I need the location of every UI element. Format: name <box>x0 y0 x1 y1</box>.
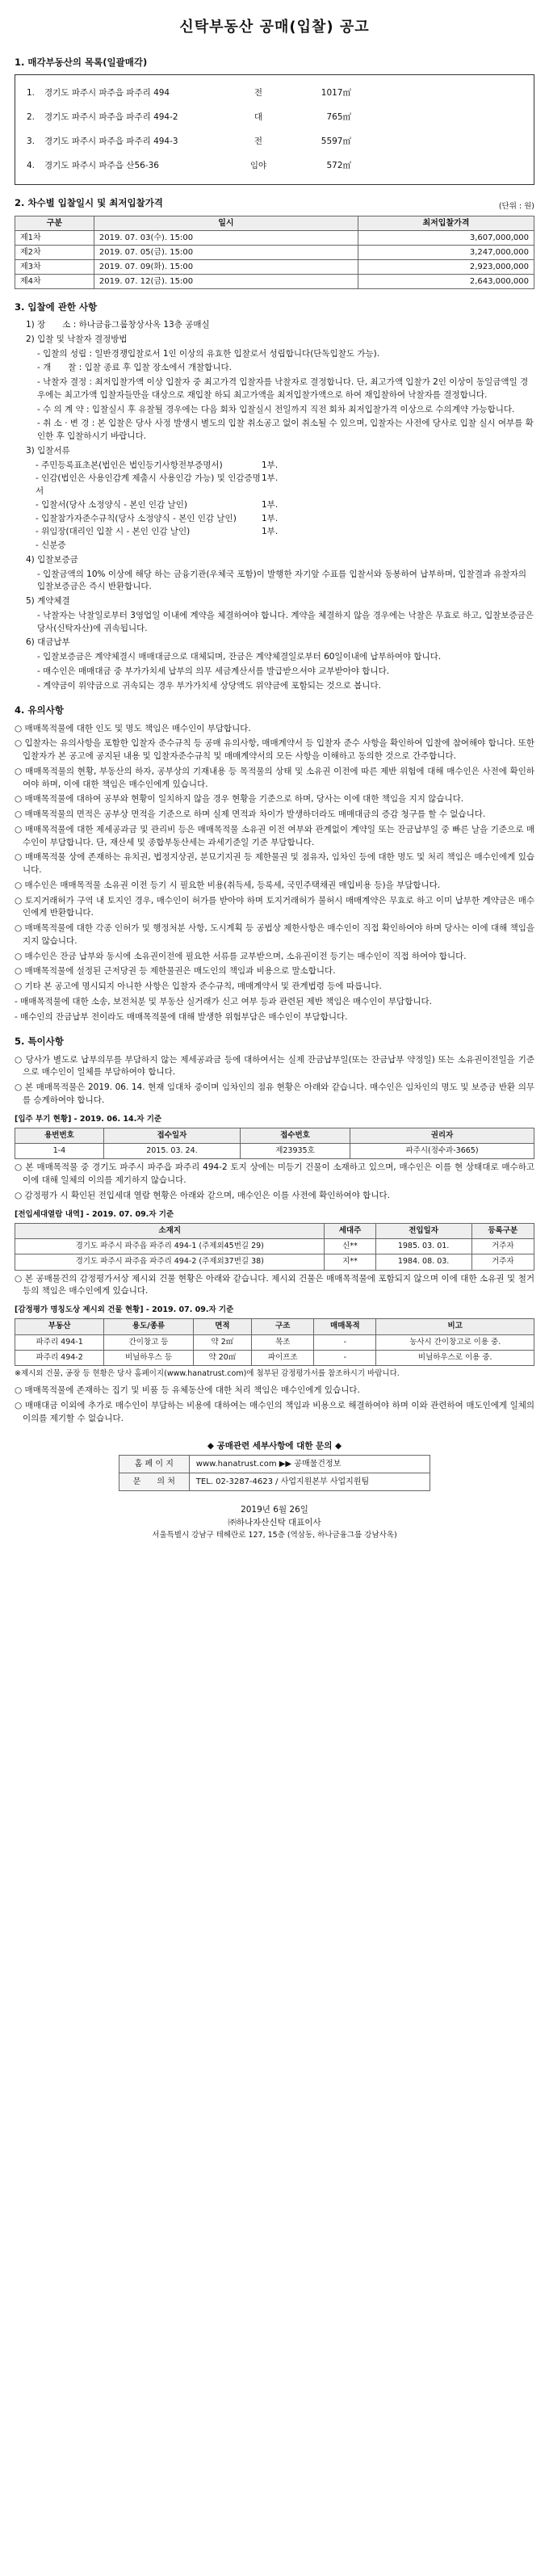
bid-doc-qty: 1부. <box>262 513 279 523</box>
residents-cell: 경기도 파주시 파주읍 파주리 494-2 (주제외37번길 38) <box>15 1254 325 1270</box>
schedule-round: 제1차 <box>15 230 94 245</box>
caution-item: ○ 매매목적물의 면적은 공부상 면적을 기준으로 하며 실제 면적과 차이가 발생하더라도 매매대금의 증감 청구를 할 수 없습니다. <box>15 809 486 819</box>
registry-cell: 1-4 <box>15 1144 104 1159</box>
registry-col-header: 접수일자 <box>103 1128 240 1143</box>
bid-doc-item <box>15 540 534 553</box>
contact-box <box>119 1440 430 1492</box>
bid-location: 1) 장 소 : 하나금융그룹창상사옥 13층 공매실 <box>26 320 210 330</box>
schedule-round: 제3차 <box>15 259 94 274</box>
bid-doc-qty: 1부. <box>262 527 279 537</box>
schedule-datetime: 2019. 07. 12(금). 15:00 <box>94 274 358 288</box>
bid-method-opening: - 개 찰 : 입찰 종료 후 입찰 장소에서 개찰합니다. <box>37 363 232 373</box>
property-item <box>27 82 522 106</box>
schedule-min-price: 2,643,000,000 <box>358 274 534 288</box>
property-address: 경기도 파주시 파주읍 파주리 494 <box>44 88 170 99</box>
residents-col-header: 전입일자 <box>375 1223 471 1238</box>
schedule-datetime: 2019. 07. 09(화). 15:00 <box>94 259 358 274</box>
residents-table-caption: [전입세대열람 내역] - 2019. 07. 09.자 기준 <box>15 1209 174 1219</box>
bid-method-winner: - 낙찰자 결정 : 최저입찰가액 이상 입찰자 중 최고가격 입찰자를 낙찰자로 결정합니다. 단, 최고가액 입찰가 2인 이상이 동일금액일 경우에는 최고가액 입찰자들만을 대상으로 재입찰 하되 최고가액을 최저입찰가액으로 하여 재입찰하여 낙찰자를 결정합니다. <box>37 377 529 400</box>
bid-doc-name: - 위임장(대리인 입찰 시 - 본인 인감 날인) <box>36 527 191 537</box>
bid-doc-item <box>15 460 534 473</box>
caution-item: - 매매목적물에 대한 소송, 보전처분 및 부동산 실거래가 신고 여부 등과 관련된 제반 책임은 매수인이 부담합니다. <box>15 996 432 1006</box>
bid-schedule-table <box>15 216 534 289</box>
property-number: 3. <box>27 136 36 146</box>
footer-address: 서울특별시 강남구 테헤란로 127, 15층 (역삼동, 하나금융그룹 강남사옥) <box>152 1530 397 1540</box>
caution-item: ○ 매매목적물에 대한 각종 인허가 및 행정처분 사항, 도시계획 등 공법상 제한사항은 매수인이 직접 확인하여야 하며 당사는 이에 대해 책임을 지지 않습니다. <box>15 923 534 946</box>
bid-doc-name: - 주민등록표초본(법인은 법인등기사항전부증명서) <box>36 460 223 470</box>
property-address: 경기도 파주시 파주읍 파주리 494-2 <box>44 112 178 122</box>
caution-item: ○ 매수인은 잔금 납부와 동시에 소유권이전에 필요한 서류를 교부받으며, 소유권이전 등기는 매수인이 직접 하여야 합니다. <box>15 951 467 961</box>
residents-row <box>15 1254 534 1270</box>
document-title: 신탁부동산 공매(입찰) 공고 <box>179 19 370 36</box>
bid-method-heading: 2) 입찰 및 낙찰자 결정방법 <box>26 334 128 344</box>
caution-item: ○ 매매목적물에 설정된 근저당권 등 제한물권은 매도인의 책임과 비용으로 말소합니다. <box>15 966 336 977</box>
residents-cell: 지** <box>325 1254 375 1270</box>
extra-buildings-col-header: 용도/종류 <box>104 1319 193 1334</box>
special-note-5: ○ 본 공매물건의 감정평가서상 제시외 건물 현황은 아래와 같습니다. 제시외 건물은 매매목적물에 포함되지 않으며 이에 대한 소유권 및 철거 등의 책임은 매수인에게 있습니다. <box>15 1273 534 1296</box>
schedule-min-price: 3,247,000,000 <box>358 245 534 259</box>
property-land-type: 전 <box>254 136 263 146</box>
extra-buildings-cell: 비닐하우스 등 <box>104 1350 193 1365</box>
schedule-col-datetime: 일시 <box>94 216 358 230</box>
special-note-1: ○ 당사가 별도로 납부의무를 부담하지 않는 제세공과금 등에 대하여서는 실제 잔금납부일(또는 잔금납부 약정일) 또는 소유권이전일을 기준으로 매수인이 일체를 부담하여야 합니다. <box>15 1054 534 1078</box>
bid-docs-heading: 3) 입찰서류 <box>26 445 70 456</box>
schedule-col-round: 구분 <box>15 216 94 230</box>
payment-text-1: - 입찰보증금은 계약체결시 매매대금으로 대체되며, 잔금은 계약체결일로부터 60일이내에 납부하여야 합니다. <box>37 652 442 662</box>
caution-list <box>15 723 534 1024</box>
property-area: 5597㎡ <box>321 136 351 146</box>
registry-col-header: 용번번호 <box>15 1128 104 1143</box>
contact-homepage-label: 홈 페 이 지 <box>119 1456 189 1473</box>
residents-cell: 신** <box>325 1239 375 1254</box>
property-area: 765㎡ <box>326 112 351 122</box>
bid-doc-name: - 입찰참가자준수규칙(당사 소정양식 - 본인 인감 날인) <box>36 513 237 523</box>
extra-buildings-cell: 간이창고 등 <box>104 1334 193 1350</box>
property-list <box>15 74 534 185</box>
extra-buildings-note: ※제시외 건물, 공장 등 현황은 당사 홈페이지(www.hanatrust.com)에 첨부된 감정평가서를 참조하시기 바랍니다. <box>15 1369 400 1378</box>
extra-buildings-cell: 파이프조 <box>252 1350 314 1365</box>
property-item <box>27 130 522 154</box>
caution-item: ○ 매매목적물의 현황, 부동산의 하자, 공부상의 기재내용 등 목적물의 상태 및 소유권 이전에 따른 제반 위험에 대해 매수인은 사전에 확인하여야 하며, 이에 대한 책임은 매수인에게 있습니다. <box>15 766 534 789</box>
caution-item: ○ 토지거래허가 구역 내 토지인 경우, 매수인이 허가를 받아야 하며 토지거래허가 불허시 매매계약은 무효로 하고 이미 납부한 계약금은 매수인에게 반환합니다. <box>15 895 534 918</box>
special-note-4: ○ 감정평가 시 확인된 전입세대 열람 현황은 아래와 같으며, 매수인은 이를 사전에 확인하여야 합니다. <box>15 1190 390 1200</box>
caution-item: ○ 매매목적물 상에 존재하는 유치권, 법정지상권, 분묘기지권 등 제한물권 및 점유자, 임차인 등에 대한 명도 및 처리 책임은 매수인에게 있습니다. <box>15 852 534 875</box>
residents-col-header: 세대주 <box>325 1223 375 1238</box>
extra-buildings-cell: 파주리 494-2 <box>15 1350 104 1365</box>
section-2-heading: 2. 차수별 입찰일시 및 최저입찰가격 <box>15 197 163 209</box>
property-area: 1017㎡ <box>321 88 351 99</box>
caution-item: ○ 입찰자는 유의사항을 포함한 입찰자 준수규칙 등 공매 유의사항, 매매계약서 등 입찰자 준수 사항을 확인하여 입찰에 참여해야 합니다. 또한 입찰자가 본 공고에 공지된 내용 및 입찰자준수규칙 및 매매계약서의 모든 사항을 이해하고 동의한 것으로 간주합니다. <box>15 738 534 761</box>
schedule-row <box>15 274 534 288</box>
bid-doc-qty <box>262 540 310 553</box>
residents-cell: 1985. 03. 01. <box>375 1239 471 1254</box>
contact-homepage-link[interactable]: www.hanatrust.com ▶▶ 공매물건정보 <box>189 1456 430 1473</box>
extra-buildings-row <box>15 1350 534 1365</box>
schedule-datetime: 2019. 07. 03(수). 15:00 <box>94 230 358 245</box>
caution-item: ○ 매매목적물에 대하여 공부와 현황이 일치하지 않을 경우 현황을 기준으로 하며, 당사는 이에 대한 책임을 지지 않습니다. <box>15 794 464 805</box>
property-number: 4. <box>27 160 36 170</box>
property-land-type: 임야 <box>249 160 267 170</box>
bid-doc-qty: 1부. <box>262 473 279 484</box>
property-area: 572㎡ <box>326 160 351 170</box>
schedule-row <box>15 245 534 259</box>
section-5-heading: 5. 특이사항 <box>15 1036 64 1048</box>
bid-method-cancel: - 취 소 · 변 경 : 본 입찰은 당사 사정 발생시 별도의 입찰 취소공고 없이 취소될 수 있으며, 입찰자는 사전에 당사로 입찰 실시 여부를 확인한 후 입찰하시기 바랍니다. <box>37 418 534 441</box>
bid-doc-name: - 신분증 <box>36 540 66 550</box>
bid-doc-item <box>15 513 534 526</box>
residents-col-header: 등록구분 <box>471 1223 534 1238</box>
bid-docs-list <box>15 460 534 553</box>
extra-buildings-col-header: 부동산 <box>15 1319 104 1334</box>
bid-doc-item <box>15 499 534 512</box>
property-land-type: 대 <box>254 112 263 122</box>
special-note-7: ○ 매매대금 이외에 추가로 매수인이 부담하는 비용에 대하여는 매수인의 책임과 비용으로 해결하여야 하며 이와 관련하여 매도인에게 일체의 이의를 제기할 수 없습니다. <box>15 1401 534 1423</box>
extra-buildings-cell: 농사시 간이창고로 이용 중. <box>376 1334 534 1350</box>
schedule-col-price: 최저입찰가격 <box>358 216 534 230</box>
registry-table-caption: [입주 부기 현황] - 2019. 06. 14.자 기준 <box>15 1114 162 1124</box>
residents-cell: 거주자 <box>471 1254 534 1270</box>
extra-buildings-col-header: 구조 <box>252 1319 314 1334</box>
payment-text-3: - 계약금이 위약금으로 귀속되는 경우 부가가치세 상당액도 위약금에 포함되는 것으로 봅니다. <box>37 680 381 691</box>
contact-inquiry-label: 문 의 처 <box>119 1473 189 1491</box>
section-4-heading: 4. 유의사항 <box>15 704 64 716</box>
bid-details <box>15 319 534 692</box>
section-1-heading: 1. 매각부동산의 목록(일괄매각) <box>15 57 148 68</box>
extra-buildings-cell: - <box>314 1350 376 1365</box>
extra-buildings-cell: 파주리 494-1 <box>15 1334 104 1350</box>
caution-item: ○ 매매목적물에 대한 인도 및 명도 책임은 매수인이 부담합니다. <box>15 723 251 733</box>
caution-item: ○ 매수인은 매매목적물 소유권 이전 등기 시 필요한 비용(취득세, 등록세, 국민주택채권 매입비용 등)을 부담합니다. <box>15 880 441 890</box>
registry-col-header: 접수번호 <box>240 1128 350 1143</box>
residents-col-header: 소재지 <box>15 1223 325 1238</box>
caution-item: ○ 기타 본 공고에 명시되지 아니한 사항은 입찰자 준수규칙, 매매계약서 및 관계법령 등에 따릅니다. <box>15 981 382 991</box>
bid-doc-item <box>15 473 534 498</box>
extra-buildings-cell: 약 2㎡ <box>193 1334 252 1350</box>
registry-col-header: 권리자 <box>350 1128 534 1143</box>
extra-buildings-cell: 비닐하우스로 이용 중. <box>376 1350 534 1365</box>
deposit-heading: 4) 입찰보증금 <box>26 554 78 565</box>
contract-text: - 낙찰자는 낙찰일로부터 3영업일 이내에 계약을 체결하여야 합니다. 계약을 체결하지 않을 경우에는 낙찰은 무효로 하고, 입찰보증금은 당사(신탁자산)에 귀속됩니다. <box>37 610 534 633</box>
residents-row <box>15 1239 534 1254</box>
footer-date: 2019년 6월 26일 <box>241 1505 308 1515</box>
extra-buildings-col-header: 면적 <box>193 1319 252 1334</box>
extra-buildings-table <box>15 1318 534 1366</box>
property-land-type: 전 <box>254 88 263 99</box>
footer-company: ㈜하나자산신탁 대표이사 <box>228 1518 321 1528</box>
registry-cell: 2015. 03. 24. <box>103 1144 240 1159</box>
extra-buildings-cell: 약 20㎡ <box>193 1350 252 1365</box>
property-item <box>27 154 522 179</box>
registry-cell: 제23935호 <box>240 1144 350 1159</box>
bid-doc-name: - 입찰서(당사 소정양식 - 본인 인감 날인) <box>36 499 187 510</box>
residents-cell: 1984. 08. 03. <box>375 1254 471 1270</box>
registry-cell: 파주시(정수과-3665) <box>350 1144 534 1159</box>
bid-doc-qty: 1부. <box>262 499 279 510</box>
schedule-row <box>15 230 534 245</box>
bid-doc-qty: 1부. <box>262 460 279 470</box>
residents-table <box>15 1223 534 1271</box>
registry-table <box>15 1128 534 1160</box>
schedule-row <box>15 259 534 274</box>
special-note-2: ○ 본 매매목적물은 2019. 06. 14. 현재 임대차 중이며 임차인의 점유 현황은 아래와 같습니다. 매수인은 임차인의 명도 및 보증금 반환 의무를 승계하여야 합니다. <box>15 1082 534 1105</box>
residents-cell: 경기도 파주시 파주읍 파주리 494-1 (주제외45번길 29) <box>15 1239 325 1254</box>
special-notes <box>15 1054 534 1426</box>
property-address: 경기도 파주시 파주읍 파주리 494-3 <box>44 136 178 146</box>
property-number: 1. <box>27 88 36 99</box>
contact-inquiry-value: TEL. 02-3287-4623 / 사업지원본부 사업지원팀 <box>189 1473 430 1491</box>
deposit-text: - 입찰금액의 10% 이상에 해당 하는 금융기관(우체국 포함)이 발행한 자기앞 수표를 입찰서와 동봉하여 납부하며, 입찰결과 유찰자의 입찰보증금은 즉시 반환합니다. <box>37 569 527 592</box>
schedule-min-price: 3,607,000,000 <box>358 230 534 245</box>
schedule-round: 제2차 <box>15 245 94 259</box>
bid-method-validity: - 입찰의 성립 : 일반경쟁입찰로서 1인 이상의 유효한 입찰로서 성립합니다(단독입찰도 가능). <box>37 348 380 359</box>
bid-doc-name: - 인감(법인은 사용인감계 제출시 사용인감 가능) 및 인감증명서 <box>36 473 261 496</box>
property-item <box>27 106 522 130</box>
payment-text-2: - 매수인은 매매대금 중 부가가치세 납부의 의무 세금계산서를 발급받으셔야 교부받아야 합니다. <box>37 666 390 676</box>
special-note-3: ○ 본 매매목적물 중 경기도 파주시 파주읍 파주리 494-2 토지 상에는 미등기 건물이 소재하고 있으며, 매수인은 이를 현 상태대로 매수하고 이에 대해 일체의 이의를 제기하지 않습니다. <box>15 1162 534 1185</box>
property-address: 경기도 파주시 파주읍 산56-36 <box>44 160 159 170</box>
schedule-round: 제4차 <box>15 274 94 288</box>
special-note-6: ○ 매매목적물에 존재하는 집기 및 비품 등 유체동산에 대한 처리 책임은 매수인에게 있습니다. <box>15 1385 360 1396</box>
payment-heading: 6) 대금납부 <box>26 637 70 648</box>
bid-doc-item <box>15 526 534 539</box>
document-footer <box>15 1504 534 1541</box>
caution-item: - 매수인의 잔금납부 전이라도 매매목적물에 대해 발생한 위험부담은 매수인이 부담합니다. <box>15 1011 348 1022</box>
contract-heading: 5) 계약체결 <box>26 596 70 606</box>
property-number: 2. <box>27 112 36 122</box>
extra-buildings-row <box>15 1334 534 1350</box>
section-3-heading: 3. 입찰에 관한 사항 <box>15 300 98 313</box>
contact-table <box>119 1455 430 1491</box>
unit-label: (단위 : 원) <box>498 201 534 211</box>
schedule-datetime: 2019. 07. 05(금). 15:00 <box>94 245 358 259</box>
extra-buildings-col-header: 매매목적 <box>314 1319 376 1334</box>
registry-row <box>15 1144 534 1159</box>
contact-header: ◆ 공매관련 세부사항에 대한 문의 ◆ <box>207 1440 342 1451</box>
extra-buildings-cell: - <box>314 1334 376 1350</box>
caution-item: ○ 매매목적물에 대한 제세공과금 및 관리비 등은 매매목적물 소유권 이전 여부와 관계없이 계약일 또는 잔금납부일 중 빠른 날을 기준으로 매수인이 부담합니다. 단, 재산세 및 종합부동산세는 과세기준일 기준 부담합니다. <box>15 824 534 847</box>
extra-buildings-col-header: 비고 <box>376 1319 534 1334</box>
extra-buildings-cell: 목조 <box>252 1334 314 1350</box>
residents-cell: 거주자 <box>471 1239 534 1254</box>
bid-method-private: - 수 의 계 약 : 입찰실시 후 유찰될 경우에는 다음 회차 입찰실시 전일까지 직전 회차 최저입찰가격 이상으로 수의계약 가능합니다. <box>37 404 515 414</box>
schedule-min-price: 2,923,000,000 <box>358 259 534 274</box>
extra-buildings-table-caption: [감정평가 명칭도상 제시외 건물 현황] - 2019. 07. 09.자 기준 <box>15 1305 234 1314</box>
